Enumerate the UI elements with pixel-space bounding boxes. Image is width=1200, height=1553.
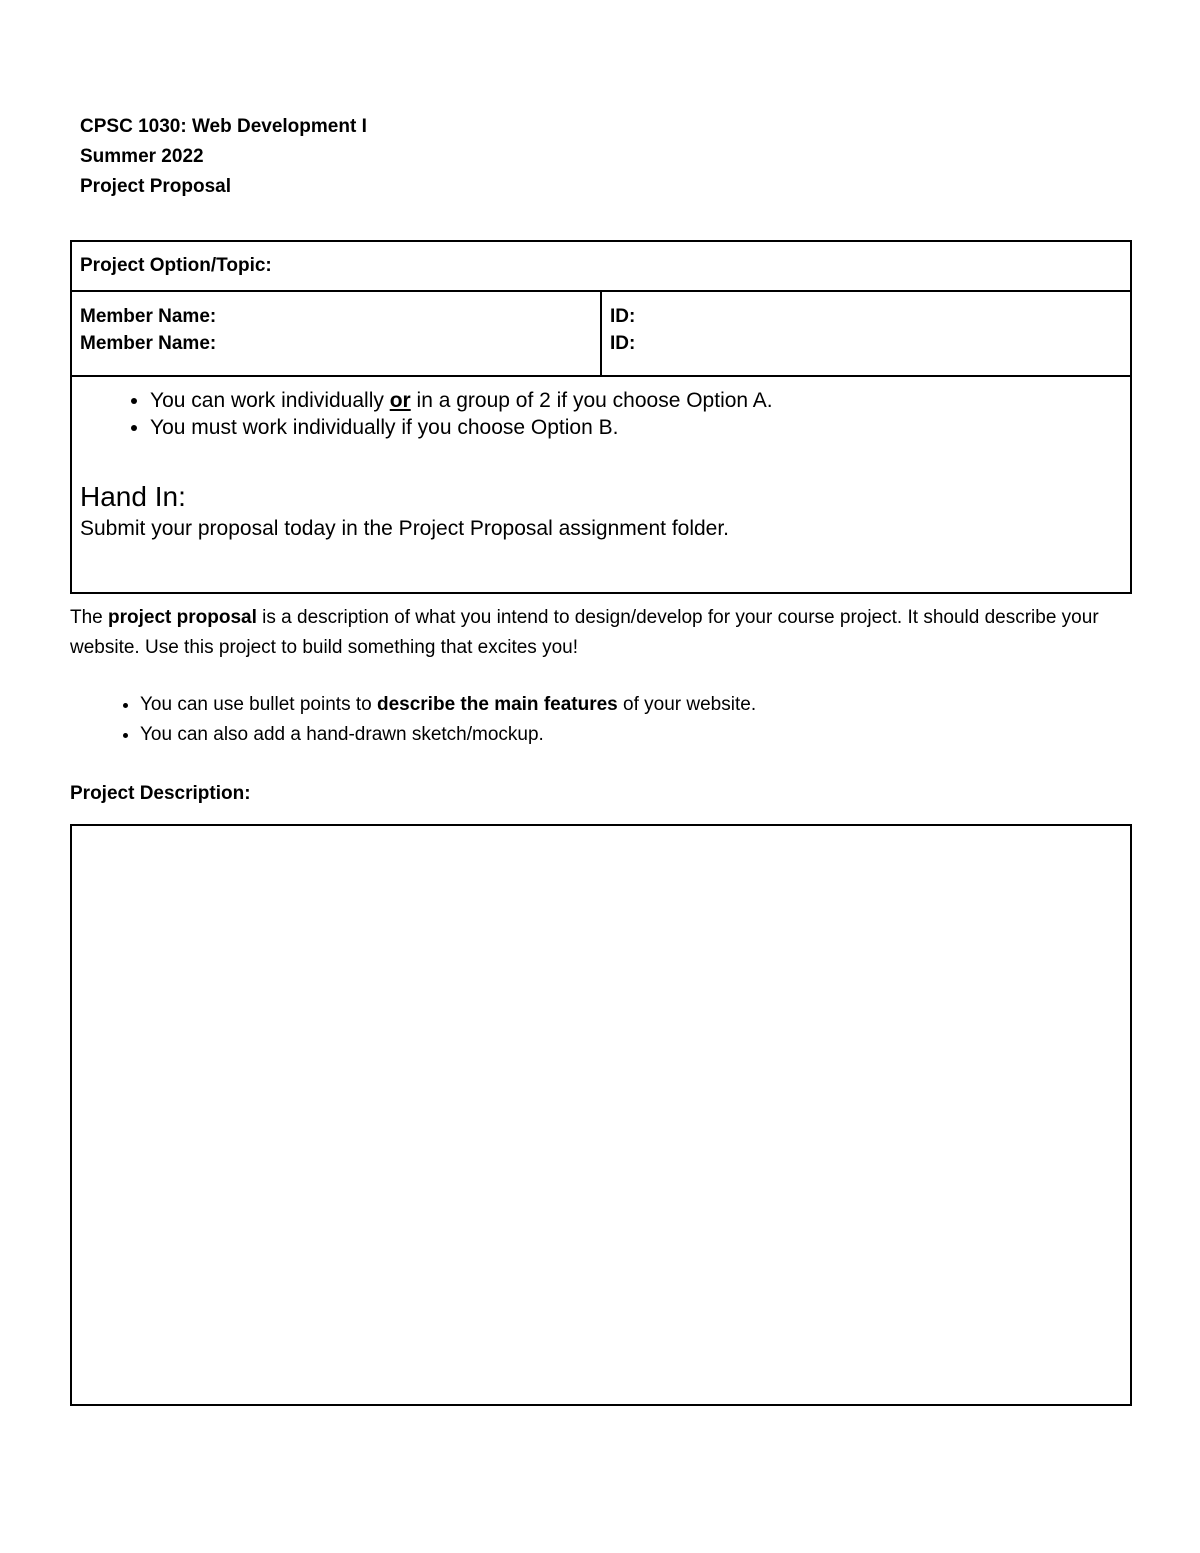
- project-description-label: Project Description:: [70, 783, 251, 804]
- emphasis-or: or: [389, 389, 411, 412]
- features-bold: describe the main features: [376, 694, 618, 715]
- intro-bold: project proposal: [108, 607, 257, 628]
- list-item: • You can use bullet points to describe the main features of your website.: [140, 690, 756, 720]
- proposal-info-table: [70, 240, 1132, 594]
- list-item: • You can work individually or in a group of 2 if you choose Option A.: [150, 387, 1122, 414]
- term: Summer 2022: [80, 146, 204, 167]
- project-topic-field[interactable]: [71, 241, 1131, 291]
- course-title: CPSC 1030: Web Development I: [80, 116, 367, 137]
- hand-in-heading: Hand In:: [80, 481, 186, 512]
- hand-in-instructions: Submit your proposal today in the Project Proposal assignment folder.: [80, 517, 730, 540]
- features-list: [70, 690, 756, 750]
- document-header: [80, 112, 367, 202]
- members-row: [71, 291, 1131, 376]
- member-name-label: Member Name:: [80, 333, 217, 354]
- member-name-label: Member Name:: [80, 306, 217, 327]
- intro-paragraph: The project proposal is a description of what you intend to design/develop for your course project. It should describe your website. Use this project to build something that excites you!: [70, 607, 1099, 658]
- group-rules-list: [80, 387, 1122, 441]
- member-ids-cell[interactable]: [601, 291, 1131, 376]
- list-item: • You must work individually if you choose Option B.: [150, 414, 1122, 441]
- notes-cell: [71, 376, 1131, 593]
- project-topic-label: Project Option/Topic:: [80, 255, 272, 276]
- document-title: Project Proposal: [80, 176, 231, 197]
- project-description-box[interactable]: [70, 824, 1132, 1406]
- topic-row: [71, 241, 1131, 291]
- member-id-label: ID:: [610, 333, 636, 354]
- member-names-cell[interactable]: [71, 291, 601, 376]
- notes-row: [71, 376, 1131, 593]
- list-item: • You can also add a hand-drawn sketch/mockup.: [140, 720, 756, 750]
- member-id-label: ID:: [610, 306, 636, 327]
